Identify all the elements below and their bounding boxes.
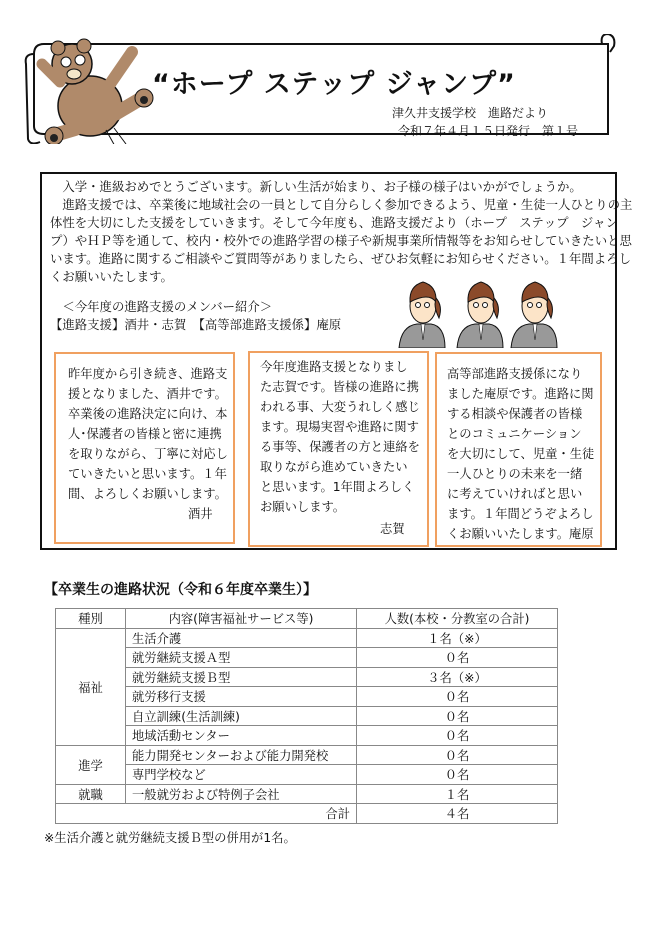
table-footnote: ※生活介護と就労継続支援Ｂ型の併用が1名。 bbox=[44, 831, 296, 845]
message-line: る事等、保護者の方と連絡を bbox=[260, 440, 420, 454]
message-box-shiga bbox=[248, 351, 429, 547]
table-row bbox=[56, 784, 558, 804]
table-title: 【卒業生の進路状況（令和６年度卒業生）】 bbox=[44, 582, 317, 598]
content-cell: 能力開発センターおよび能力開発校 bbox=[126, 745, 357, 765]
message-line: を取りながら、丁寧に対応し bbox=[68, 447, 228, 461]
message-line: 卒業後の進路決定に向け、本 bbox=[68, 407, 228, 421]
message-line: くお願いいたします。庵原 bbox=[447, 527, 594, 541]
message-line: 今年度進路支援となりまし bbox=[260, 360, 408, 374]
table-row bbox=[56, 667, 558, 687]
members-list: 【進路支援】酒井・志賀 【高等部進路支援係】庵原 bbox=[50, 317, 342, 332]
intro-box bbox=[40, 172, 633, 550]
message-line: われる事、大変うれしく感じ bbox=[260, 400, 420, 414]
signature: 志賀 bbox=[380, 522, 405, 536]
table-row bbox=[56, 706, 558, 726]
content-cell: 就労継続支援Ａ型 bbox=[126, 648, 357, 668]
message-line: と思います。1年間よろしく bbox=[260, 480, 415, 494]
intro-line: 体性を大切にした支援をしていきます。そして今年度も、進路支援だより（ホープ ステップ ジャン bbox=[50, 215, 618, 230]
issue-date: 令和７年４月１５日発行 第１号 bbox=[398, 124, 579, 138]
intro-line: 進路支援では、卒業後に地域社会の一員として自分らしく参加できるよう、児童・生徒一人ひとりの主 bbox=[50, 197, 633, 212]
message-box-ihara bbox=[435, 352, 602, 547]
total-value: ４名 bbox=[357, 804, 558, 824]
table-row bbox=[56, 726, 558, 746]
message-line: 取りながら進めていきたい bbox=[260, 460, 408, 474]
message-line: ます。現場実習や進路に関す bbox=[260, 420, 419, 434]
message-line: た志賀です。皆様の進路に携 bbox=[260, 380, 419, 394]
table-row bbox=[56, 765, 558, 785]
message-line: 人･保護者の皆様と密に連携 bbox=[68, 427, 222, 441]
message-box-sakai bbox=[54, 352, 235, 544]
content-cell: 自立訓練(生活訓練) bbox=[126, 706, 357, 726]
intro-line: くお願いいたします。 bbox=[50, 269, 173, 284]
count-cell: １名 bbox=[357, 784, 558, 804]
message-line: 昨年度から引き続き、進路支 bbox=[68, 367, 228, 381]
category-cell: 進学 bbox=[56, 745, 126, 784]
content-cell: 就労継続支援Ｂ型 bbox=[126, 667, 357, 687]
count-cell: ０名 bbox=[357, 648, 558, 668]
message-line: を大切にして、児童・生徒 bbox=[447, 447, 595, 461]
signature: 酒井 bbox=[188, 507, 213, 521]
content-cell: 地域活動センター bbox=[126, 726, 357, 746]
staff-illustration bbox=[395, 268, 560, 348]
message-line: 間、よろしくお願いします。 bbox=[68, 487, 227, 501]
message-line: ていきたいと思います。１年 bbox=[68, 467, 227, 481]
table-row bbox=[56, 745, 558, 765]
total-label: 合計 bbox=[56, 804, 357, 824]
message-line: に考えていければと思い bbox=[447, 487, 583, 501]
count-cell: ０名 bbox=[357, 765, 558, 785]
header-content: 内容(障害福祉サービス等) bbox=[126, 609, 357, 629]
message-line: 高等部進路支援係になり bbox=[447, 367, 583, 381]
count-cell: １名（※） bbox=[357, 628, 558, 648]
intro-line: 入学・進級おめでとうございます。新しい生活が始まり、お子様の様子はいかがでしょうか。 bbox=[50, 179, 582, 194]
content-cell: 一般就労および特例子会社 bbox=[126, 784, 357, 804]
message-line: ます。１年間どうぞよろし bbox=[447, 507, 594, 521]
category-cell: 福祉 bbox=[56, 628, 126, 745]
members-heading: ＜今年度の進路支援のメンバー紹介＞ bbox=[50, 299, 273, 314]
count-cell: ０名 bbox=[357, 687, 558, 707]
message-line: する相談や保護者の皆様 bbox=[447, 407, 583, 421]
newsletter-title: “ホープ ステップ ジャンプ” bbox=[152, 69, 516, 100]
table-row bbox=[56, 687, 558, 707]
message-line: 援となりました、酒井です。 bbox=[68, 387, 227, 401]
count-cell: ０名 bbox=[357, 726, 558, 746]
message-line: 一人ひとりの未来を一緒 bbox=[447, 467, 583, 481]
intro-line: プ）やＨＰ等を通して、校内・校外での進路学習の様子や新規事業所情報等をお知らせしていきたいと思 bbox=[50, 233, 632, 248]
header-category: 種別 bbox=[56, 609, 126, 629]
content-cell: 生活介護 bbox=[126, 628, 357, 648]
count-cell: ０名 bbox=[357, 745, 558, 765]
header-count: 人数(本校・分教室の合計) bbox=[357, 609, 558, 629]
table-total-row bbox=[56, 804, 558, 824]
count-cell: ０名 bbox=[357, 706, 558, 726]
content-cell: 専門学校など bbox=[126, 765, 357, 785]
table-row bbox=[56, 648, 558, 668]
count-cell: ３名（※） bbox=[357, 667, 558, 687]
intro-line: います。進路に関するご相談やご質問等がありましたら、ぜひお気軽にお知らせください。１年間よろし bbox=[50, 251, 631, 266]
content-cell: 就労移行支援 bbox=[126, 687, 357, 707]
table-row bbox=[56, 628, 558, 648]
table-header-row bbox=[56, 609, 558, 629]
school-name: 津久井支援学校 進路だより bbox=[392, 106, 549, 120]
message-line: ました庵原です。進路に関 bbox=[447, 387, 594, 401]
message-line: とのコミュニケーション bbox=[447, 427, 582, 441]
category-cell: 就職 bbox=[56, 784, 126, 804]
career-status-table bbox=[55, 608, 558, 824]
message-line: お願いします。 bbox=[260, 500, 346, 514]
